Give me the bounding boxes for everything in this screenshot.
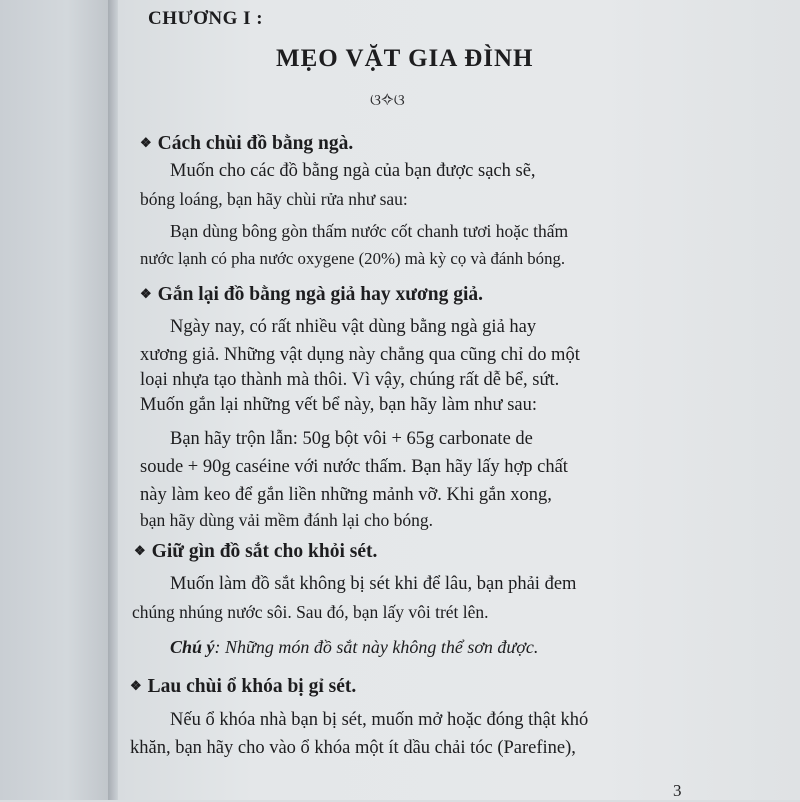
section-heading-lock-rust — [130, 675, 356, 698]
page-number: 3 — [673, 781, 682, 800]
diamond-bullet-icon: ❖ — [130, 678, 142, 693]
paragraph-line: Bạn hãy trộn lẫn: 50g bột vôi + 65g carbonate de — [170, 429, 533, 449]
ornament-divider: ଓ✧ଓ — [370, 92, 405, 109]
paragraph-line: xương giả. Những vật dụng này chẳng qua cũng chỉ do một — [140, 345, 580, 365]
paragraph-line: bạn hãy dùng vải mềm đánh lại cho bóng. — [140, 510, 434, 530]
section-heading-ivory-cleaning — [140, 132, 353, 155]
section-heading-text: Giữ gìn đồ sắt cho khỏi sét. — [151, 541, 378, 562]
paragraph-line: nước lạnh có pha nước oxygene (20%) mà kỳ cọ và đánh bóng. — [140, 249, 566, 268]
paragraph-line: khăn, bạn hãy cho vào ổ khóa một ít dầu chải tóc (Parefine), — [130, 738, 576, 758]
paragraph-line: Muốn làm đồ sắt không bị sét khi để lâu, bạn phải đem — [170, 574, 577, 594]
paragraph-line: này làm keo để gắn liền những mảnh vỡ. Khi gắn xong, — [140, 485, 552, 505]
diamond-bullet-icon: ❖ — [140, 286, 152, 301]
paragraph-line: bóng loáng, bạn hãy chùi rửa như sau: — [140, 189, 408, 209]
paragraph-line: Muốn gắn lại những vết bể này, bạn hãy làm như sau: — [140, 395, 537, 415]
section-heading-text: Cách chùi đồ bằng ngà. — [157, 133, 354, 154]
section-heading-iron-rust — [134, 540, 377, 563]
note-text: : Những món đồ sắt này không thể sơn được. — [214, 637, 539, 657]
chapter-label: CHƯƠNG I : — [148, 8, 264, 29]
book-page — [118, 0, 800, 800]
section-heading-text: Lau chùi ổ khóa bị gỉ sét. — [147, 676, 357, 697]
paragraph-line: Muốn cho các đồ bằng ngà của bạn được sạch sẽ, — [170, 161, 536, 181]
paragraph-line: soude + 90g caséine với nước thấm. Bạn hãy lấy hợp chất — [140, 457, 568, 477]
paragraph-line: Ngày nay, có rất nhiều vật dùng bằng ngà giả hay — [170, 317, 537, 337]
section-heading-text: Gắn lại đồ bằng ngà giả hay xương giả. — [157, 284, 484, 305]
paragraph-line: Bạn dùng bông gòn thấm nước cốt chanh tươi hoặc thấm — [170, 221, 569, 241]
section-heading-ivory-repair — [140, 283, 483, 306]
note-line — [170, 636, 538, 658]
paragraph-line: loại nhựa tạo thành mà thôi. Vì vậy, chúng rất dễ bể, sứt. — [140, 370, 560, 390]
paragraph-line: Nếu ổ khóa nhà bạn bị sét, muốn mở hoặc đóng thật khó — [170, 710, 589, 730]
diamond-bullet-icon: ❖ — [140, 135, 152, 150]
paragraph-line: chúng nhúng nước sôi. Sau đó, bạn lấy vôi trét lên. — [132, 602, 489, 622]
facing-page — [0, 0, 112, 800]
diamond-bullet-icon: ❖ — [134, 543, 146, 558]
page-title: MẸO VẶT GIA ĐÌNH — [276, 45, 534, 72]
note-label: Chú ý — [170, 637, 215, 657]
